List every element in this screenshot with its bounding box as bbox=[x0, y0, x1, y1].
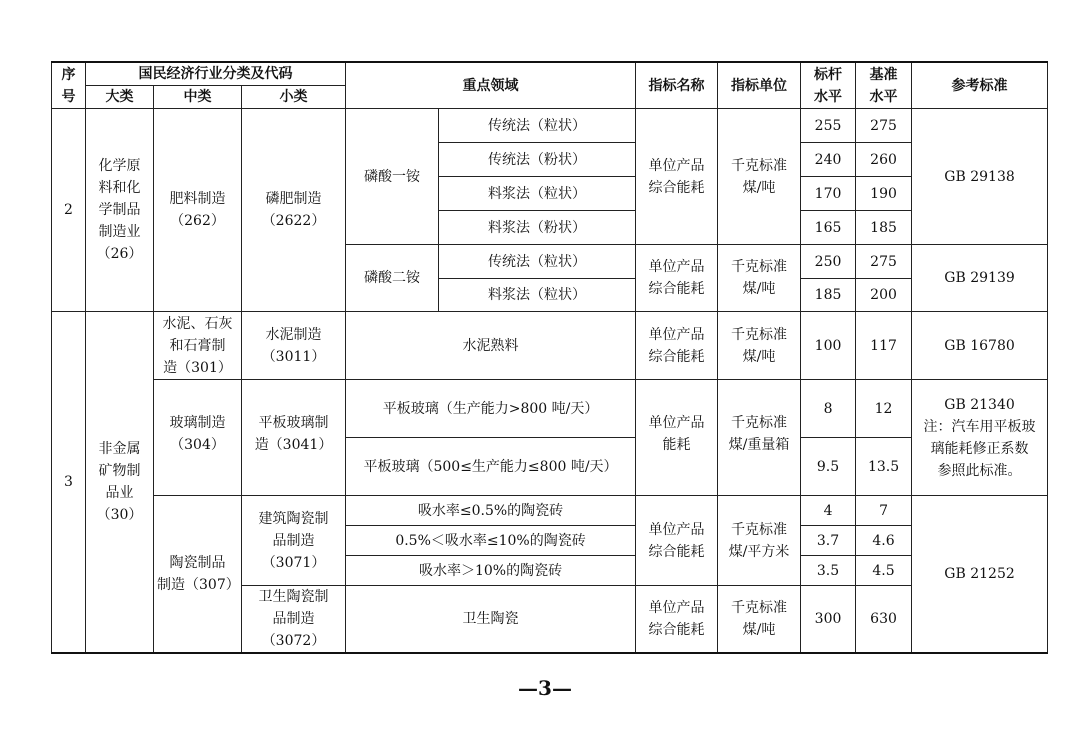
indicator-unit: 千克标准 煤/吨 bbox=[718, 245, 801, 312]
baseline-value: 200 bbox=[856, 279, 912, 312]
indicator-name: 单位产品 综合能耗 bbox=[636, 245, 718, 312]
header-major: 大类 bbox=[86, 86, 154, 109]
indicator-unit: 千克标准 煤/吨 bbox=[718, 312, 801, 380]
indicator-unit: 千克标准 煤/平方米 bbox=[718, 496, 801, 586]
benchmark-value: 240 bbox=[801, 143, 856, 177]
header-reference: 参考标准 bbox=[912, 62, 1048, 109]
benchmark-value: 3.7 bbox=[801, 526, 856, 556]
header-indicator-name: 指标名称 bbox=[636, 62, 718, 109]
standards-table bbox=[51, 61, 1048, 654]
focus-area: 水泥熟料 bbox=[346, 312, 636, 380]
major-category: 化学原 料和化 学制品 制造业 （26） bbox=[86, 109, 154, 312]
method-cell: 传统法（粒状） bbox=[439, 245, 636, 279]
baseline-value: 13.5 bbox=[856, 438, 912, 496]
baseline-value: 260 bbox=[856, 143, 912, 177]
reference-standard: GB 29139 bbox=[912, 245, 1048, 312]
header-seq: 序 号 bbox=[52, 62, 86, 109]
baseline-value: 12 bbox=[856, 380, 912, 438]
minor-category: 磷肥制造 （2622） bbox=[242, 109, 346, 312]
indicator-unit: 千克标准 煤/吨 bbox=[718, 109, 801, 245]
minor-category: 平板玻璃制 造（3041） bbox=[242, 380, 346, 496]
focus-area: 平板玻璃（500≤生产能力≤800 吨/天） bbox=[346, 438, 636, 496]
minor-category: 卫生陶瓷制 品制造 （3072） bbox=[242, 586, 346, 654]
middle-category: 陶瓷制品 制造（307） bbox=[154, 496, 242, 654]
baseline-value: 630 bbox=[856, 586, 912, 654]
baseline-value: 275 bbox=[856, 245, 912, 279]
reference-standard: GB 16780 bbox=[912, 312, 1048, 380]
benchmark-value: 9.5 bbox=[801, 438, 856, 496]
header-classification: 国民经济行业分类及代码 bbox=[86, 62, 346, 86]
indicator-unit: 千克标准 煤/吨 bbox=[718, 586, 801, 654]
baseline-value: 7 bbox=[856, 496, 912, 526]
major-category: 非金属 矿物制 品业 （30） bbox=[86, 312, 154, 654]
indicator-name: 单位产品 综合能耗 bbox=[636, 312, 718, 380]
baseline-value: 185 bbox=[856, 211, 912, 245]
minor-category: 建筑陶瓷制 品制造 （3071） bbox=[242, 496, 346, 586]
middle-category: 玻璃制造 （304） bbox=[154, 380, 242, 496]
indicator-name: 单位产品 能耗 bbox=[636, 380, 718, 496]
baseline-value: 4.6 bbox=[856, 526, 912, 556]
indicator-unit: 千克标准 煤/重量箱 bbox=[718, 380, 801, 496]
indicator-name: 单位产品 综合能耗 bbox=[636, 496, 718, 586]
minor-category: 水泥制造 （3011） bbox=[242, 312, 346, 380]
indicator-name: 单位产品 综合能耗 bbox=[636, 586, 718, 654]
baseline-value: 117 bbox=[856, 312, 912, 380]
header-focus: 重点领域 bbox=[346, 62, 636, 109]
benchmark-value: 100 bbox=[801, 312, 856, 380]
reference-standard: GB 21340 注：汽车用平板玻 璃能耗修正系数 参照此标准。 bbox=[912, 380, 1048, 496]
focus-area: 吸水率≤0.5%的陶瓷砖 bbox=[346, 496, 636, 526]
benchmark-value: 170 bbox=[801, 177, 856, 211]
seq-cell: 3 bbox=[52, 312, 86, 654]
benchmark-value: 255 bbox=[801, 109, 856, 143]
focus-area: 平板玻璃（生产能力>800 吨/天） bbox=[346, 380, 636, 438]
seq-cell: 2 bbox=[52, 109, 86, 312]
baseline-value: 190 bbox=[856, 177, 912, 211]
header-indicator-unit: 指标单位 bbox=[718, 62, 801, 109]
product-name: 磷酸二铵 bbox=[346, 245, 439, 312]
method-cell: 料浆法（粒状） bbox=[439, 177, 636, 211]
reference-standard: GB 21252 bbox=[912, 496, 1048, 654]
benchmark-value: 4 bbox=[801, 496, 856, 526]
page-number: —3— bbox=[518, 676, 572, 700]
benchmark-value: 3.5 bbox=[801, 556, 856, 586]
header-baseline: 基准 水平 bbox=[856, 62, 912, 109]
benchmark-value: 300 bbox=[801, 586, 856, 654]
benchmark-value: 185 bbox=[801, 279, 856, 312]
method-cell: 传统法（粉状） bbox=[439, 143, 636, 177]
benchmark-value: 8 bbox=[801, 380, 856, 438]
method-cell: 料浆法（粉状） bbox=[439, 211, 636, 245]
benchmark-value: 250 bbox=[801, 245, 856, 279]
focus-area: 吸水率＞10%的陶瓷砖 bbox=[346, 556, 636, 586]
benchmark-value: 165 bbox=[801, 211, 856, 245]
method-cell: 料浆法（粒状） bbox=[439, 279, 636, 312]
product-name: 磷酸一铵 bbox=[346, 109, 439, 245]
header-benchmark: 标杆 水平 bbox=[801, 62, 856, 109]
middle-category: 水泥、石灰 和石膏制 造（301） bbox=[154, 312, 242, 380]
header-minor: 小类 bbox=[242, 86, 346, 109]
header-middle: 中类 bbox=[154, 86, 242, 109]
focus-area: 0.5%＜吸水率≤10%的陶瓷砖 bbox=[346, 526, 636, 556]
indicator-name: 单位产品 综合能耗 bbox=[636, 109, 718, 245]
focus-area: 卫生陶瓷 bbox=[346, 586, 636, 654]
reference-standard: GB 29138 bbox=[912, 109, 1048, 245]
method-cell: 传统法（粒状） bbox=[439, 109, 636, 143]
baseline-value: 4.5 bbox=[856, 556, 912, 586]
baseline-value: 275 bbox=[856, 109, 912, 143]
middle-category: 肥料制造 （262） bbox=[154, 109, 242, 312]
